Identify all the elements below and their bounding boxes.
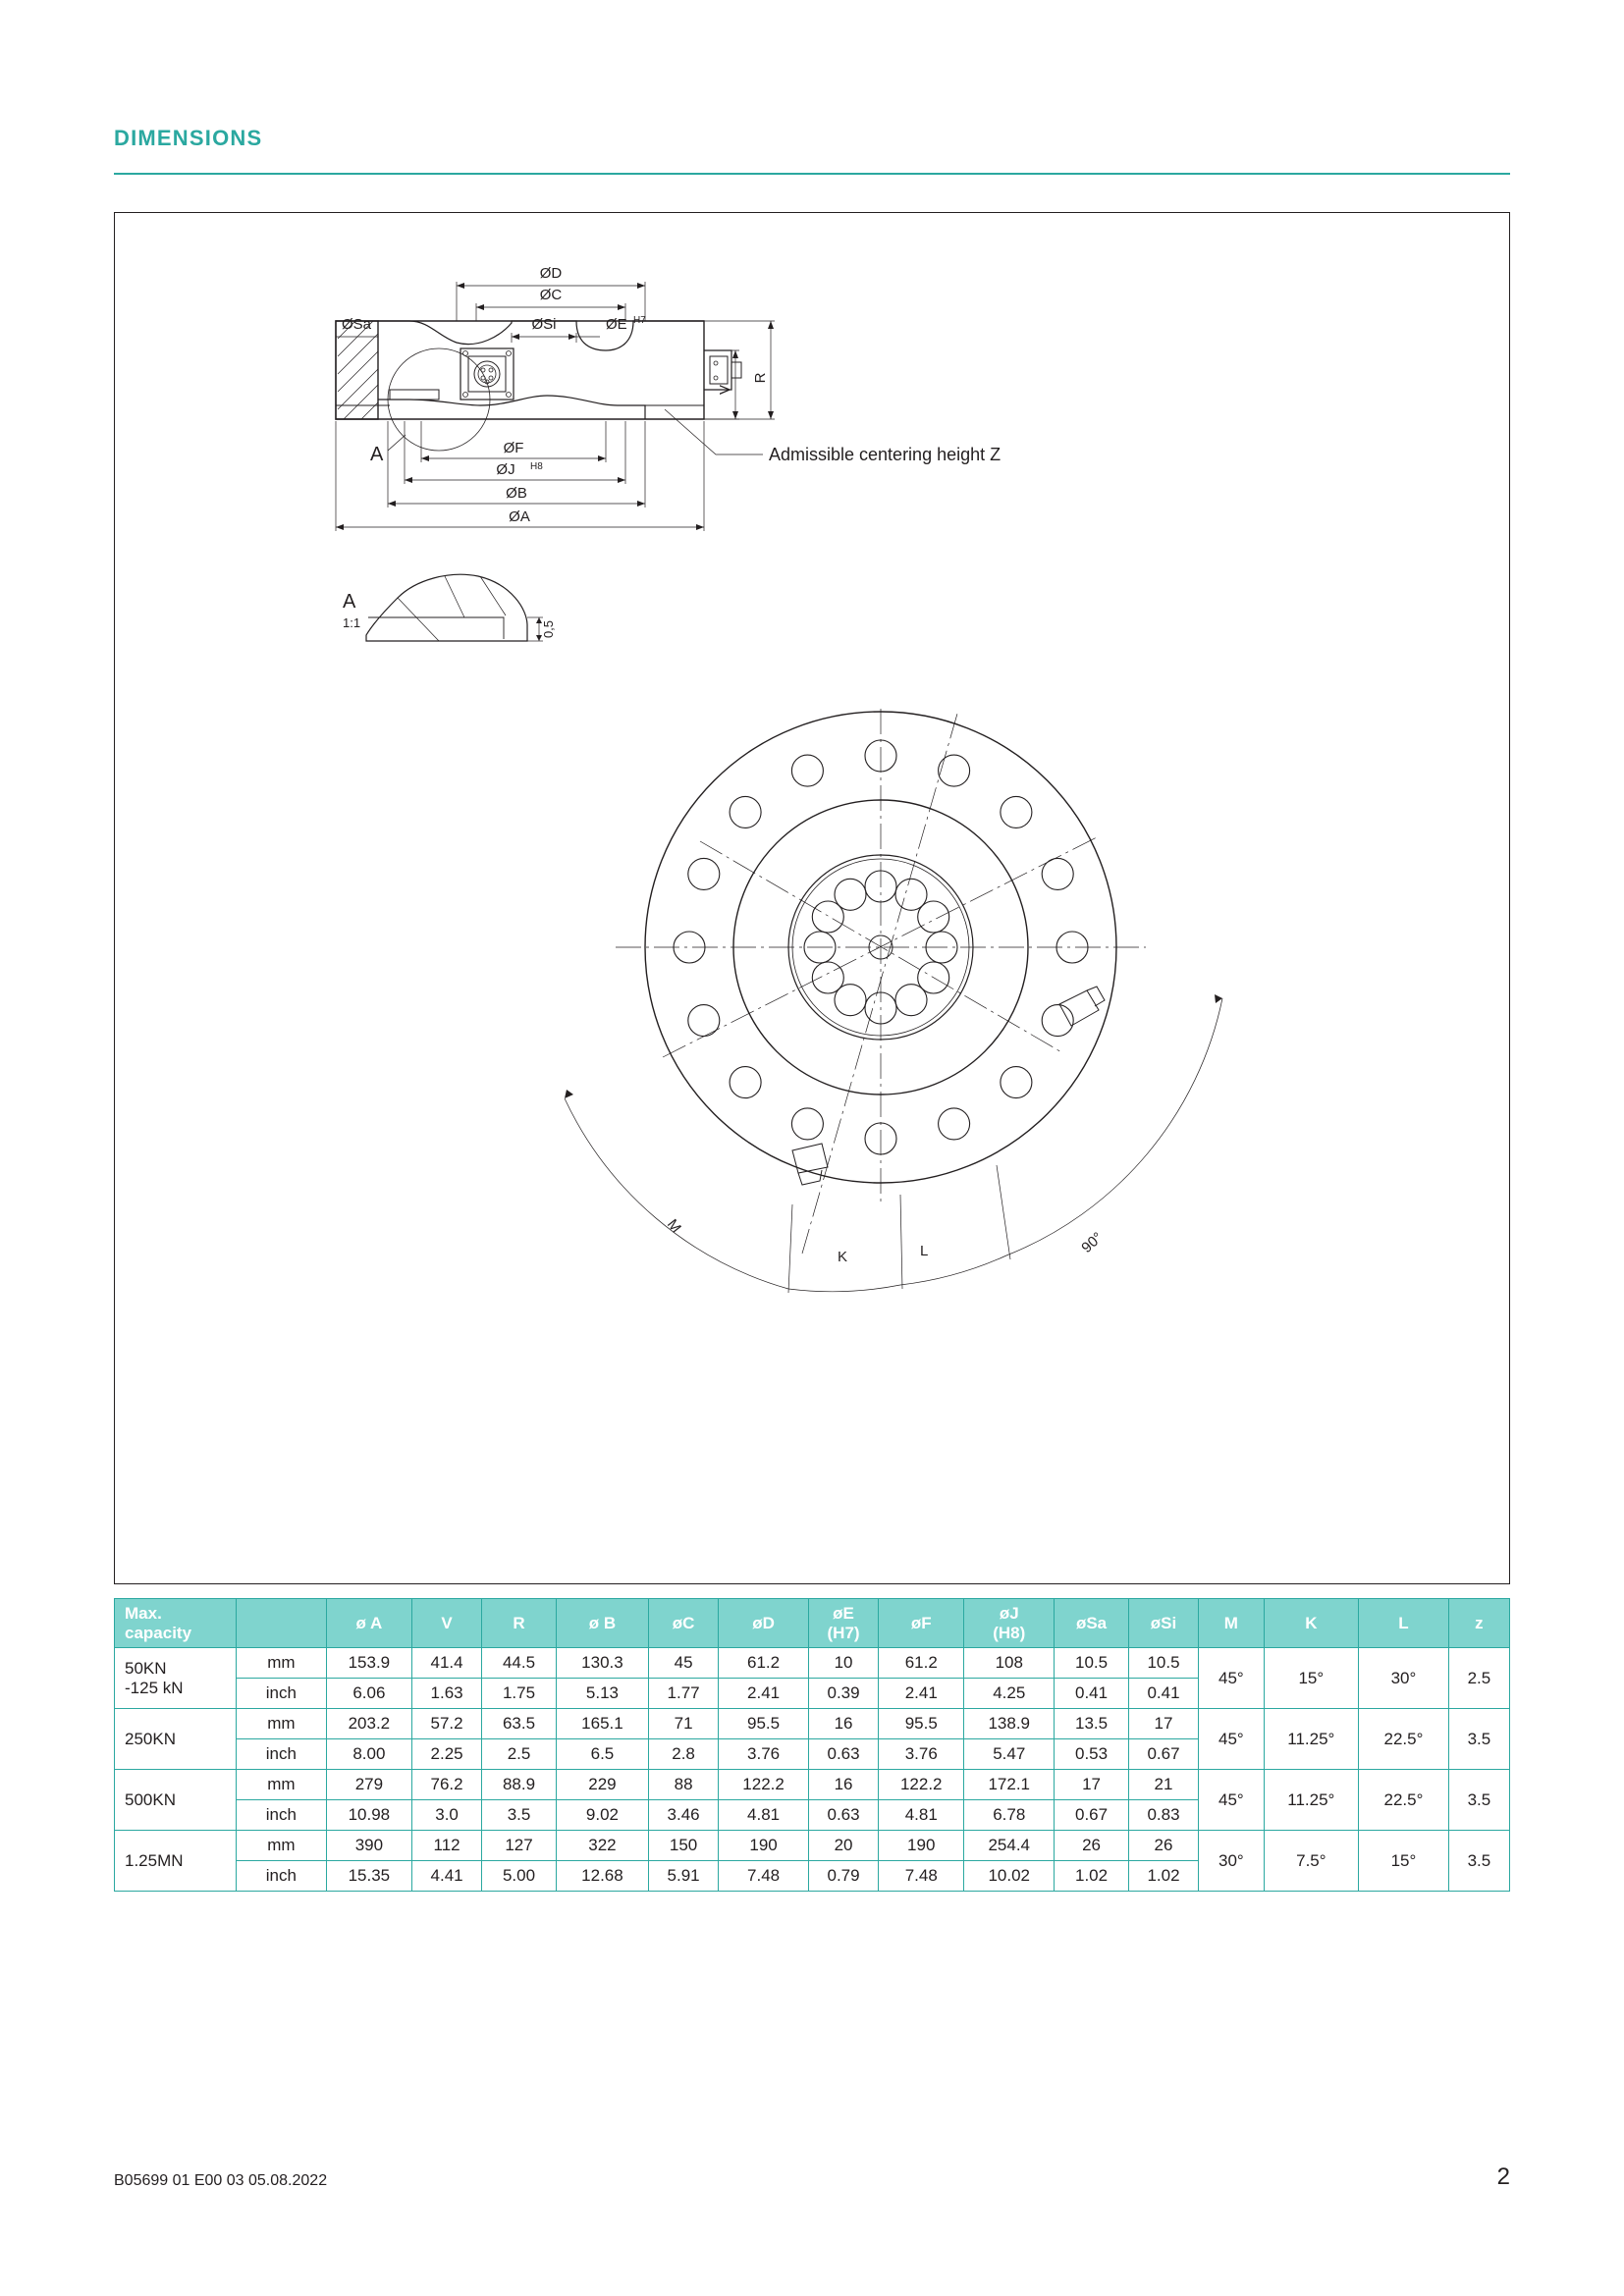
cell-dia-D: 190 [719,1831,809,1861]
cell-capacity-line1: 250KN [125,1729,176,1748]
cell-dia-Si: 10.5 [1128,1648,1198,1679]
cell-dia-Sa: 17 [1055,1770,1129,1800]
dimensions-table [114,1598,1510,1892]
column-header-unit [236,1599,326,1648]
cell-capacity [115,1770,237,1831]
cell-dia-J: 108 [964,1648,1055,1679]
cell-dia-A: 10.98 [326,1800,411,1831]
cell-K: 15° [1264,1648,1358,1709]
cell-dia-E: 20 [808,1831,878,1861]
column-header-dia-J [964,1599,1055,1648]
label-R: R [752,372,769,384]
title-divider [114,173,1510,175]
label-dia-E-tolerance: H7 [633,315,646,326]
cell-M: 45° [1199,1709,1265,1770]
table-row [115,1770,1510,1800]
cell-dia-J: 172.1 [964,1770,1055,1800]
footer-document-code: B05699 01 E00 03 05.08.2022 [114,2172,328,2189]
cell-dia-D: 95.5 [719,1709,809,1739]
cell-unit: inch [236,1739,326,1770]
cell-dia-Sa: 26 [1055,1831,1129,1861]
column-header-L: L [1359,1599,1449,1648]
table-row [115,1831,1510,1861]
cell-dia-Si: 0.41 [1128,1679,1198,1709]
column-header-dia-A: ø A [326,1599,411,1648]
cell-dia-B: 322 [556,1831,648,1861]
cell-dia-A: 15.35 [326,1861,411,1892]
cell-dia-J: 254.4 [964,1831,1055,1861]
cell-capacity [115,1709,237,1770]
cell-dia-Si: 0.67 [1128,1739,1198,1770]
cell-unit: inch [236,1679,326,1709]
cell-dia-E: 0.39 [808,1679,878,1709]
cell-dia-B: 12.68 [556,1861,648,1892]
cell-dia-Si: 21 [1128,1770,1198,1800]
cell-dia-D: 7.48 [719,1861,809,1892]
cell-V: 3.0 [411,1800,481,1831]
cell-dia-A: 390 [326,1831,411,1861]
cell-dia-Si: 26 [1128,1831,1198,1861]
cell-dia-B: 6.5 [556,1739,648,1770]
cell-dia-E: 10 [808,1648,878,1679]
cell-dia-Sa: 0.41 [1055,1679,1129,1709]
column-header-dia-E [808,1599,878,1648]
cell-dia-A: 153.9 [326,1648,411,1679]
cell-dia-A: 6.06 [326,1679,411,1709]
cell-capacity-line1: 50KN [125,1658,167,1678]
cell-dia-E: 16 [808,1770,878,1800]
cell-dia-B: 5.13 [556,1679,648,1709]
column-header-M: M [1199,1599,1265,1648]
cell-K: 7.5° [1264,1831,1358,1892]
label-angle-M: M [663,1215,684,1237]
column-header-z: z [1448,1599,1509,1648]
column-header-dia-F: øF [879,1599,964,1648]
column-header-V: V [411,1599,481,1648]
page-title: DIMENSIONS [114,126,263,150]
cell-dia-F: 7.48 [879,1861,964,1892]
cell-dia-J: 10.02 [964,1861,1055,1892]
cell-dia-D: 61.2 [719,1648,809,1679]
cell-dia-E: 0.63 [808,1739,878,1770]
cell-L: 22.5° [1359,1770,1449,1831]
cell-V: 1.63 [411,1679,481,1709]
cell-dia-D: 2.41 [719,1679,809,1709]
cell-dia-E: 0.79 [808,1861,878,1892]
cell-V: 41.4 [411,1648,481,1679]
footer-page-number: 2 [1496,2163,1510,2190]
table-row [115,1709,1510,1739]
cell-dia-C: 5.91 [649,1861,719,1892]
cell-dia-B: 9.02 [556,1800,648,1831]
cell-dia-A: 279 [326,1770,411,1800]
label-V: V [717,384,733,396]
cell-dia-F: 3.76 [879,1739,964,1770]
cell-R: 63.5 [482,1709,557,1739]
cell-unit: inch [236,1800,326,1831]
technical-drawing-frame [114,212,1510,1584]
label-dia-Si: ØSi [531,316,557,333]
label-detail-A-title: A [343,591,356,613]
cell-dia-J: 138.9 [964,1709,1055,1739]
column-header-dia-Si: øSi [1128,1599,1198,1648]
cell-dia-F: 61.2 [879,1648,964,1679]
cell-dia-Sa: 13.5 [1055,1709,1129,1739]
cell-dia-Si: 0.83 [1128,1800,1198,1831]
column-header-dia-E-line2: (H7) [827,1623,860,1642]
cell-dia-E: 0.63 [808,1800,878,1831]
column-header-capacity-line1: Max. [125,1604,162,1623]
table-body [115,1648,1510,1892]
cell-dia-E: 16 [808,1709,878,1739]
label-angle-K: K [838,1249,848,1265]
cell-dia-C: 2.8 [649,1739,719,1770]
cell-L: 30° [1359,1648,1449,1709]
label-detail-scale: 1:1 [343,615,361,630]
cell-unit: inch [236,1861,326,1892]
column-header-dia-Sa: øSa [1055,1599,1129,1648]
cell-dia-Sa: 0.67 [1055,1800,1129,1831]
cell-dia-D: 4.81 [719,1800,809,1831]
cell-dia-J: 4.25 [964,1679,1055,1709]
cell-dia-F: 190 [879,1831,964,1861]
cell-dia-J: 6.78 [964,1800,1055,1831]
cell-z: 3.5 [1448,1831,1509,1892]
cell-dia-F: 122.2 [879,1770,964,1800]
cell-dia-Si: 1.02 [1128,1861,1198,1892]
cell-dia-F: 95.5 [879,1709,964,1739]
cell-R: 88.9 [482,1770,557,1800]
label-dia-A: ØA [509,508,530,525]
label-dia-F: ØF [503,440,524,456]
table-header-row [115,1599,1510,1648]
cell-R: 1.75 [482,1679,557,1709]
cell-R: 2.5 [482,1739,557,1770]
label-dia-C: ØC [539,287,563,303]
cell-dia-C: 45 [649,1648,719,1679]
cell-dia-J: 5.47 [964,1739,1055,1770]
cell-dia-B: 130.3 [556,1648,648,1679]
cell-capacity-line1: 1.25MN [125,1850,184,1870]
label-detail-A-callout: A [370,444,384,465]
cell-M: 45° [1199,1770,1265,1831]
cell-z: 3.5 [1448,1709,1509,1770]
cell-L: 15° [1359,1831,1449,1892]
column-header-capacity [115,1599,237,1648]
cell-dia-C: 88 [649,1770,719,1800]
cell-dia-A: 8.00 [326,1739,411,1770]
cell-capacity-line1: 500KN [125,1789,176,1809]
cell-K: 11.25° [1264,1770,1358,1831]
cell-dia-C: 3.46 [649,1800,719,1831]
cell-dia-Sa: 0.53 [1055,1739,1129,1770]
cell-dia-Sa: 10.5 [1055,1648,1129,1679]
column-header-K: K [1264,1599,1358,1648]
label-dia-J-tolerance: H8 [530,461,543,472]
column-header-dia-J-line2: (H8) [993,1623,1026,1642]
label-dia-E: ØE [606,316,627,333]
cell-R: 3.5 [482,1800,557,1831]
cell-dia-D: 122.2 [719,1770,809,1800]
cell-K: 11.25° [1264,1709,1358,1770]
cell-dia-F: 4.81 [879,1800,964,1831]
label-dia-D: ØD [539,265,563,282]
table-row [115,1648,1510,1679]
cell-dia-C: 150 [649,1831,719,1861]
cell-dia-Si: 17 [1128,1709,1198,1739]
label-angle-L: L [920,1243,929,1259]
cell-capacity [115,1831,237,1892]
cell-dia-D: 3.76 [719,1739,809,1770]
label-detail-depth: 0,5 [541,619,556,639]
cell-V: 2.25 [411,1739,481,1770]
cell-dia-A: 203.2 [326,1709,411,1739]
column-header-dia-D: øD [719,1599,809,1648]
label-dia-Sa: ØSa [341,316,372,333]
cell-dia-C: 1.77 [649,1679,719,1709]
cell-z: 3.5 [1448,1770,1509,1831]
column-header-dia-C: øC [649,1599,719,1648]
cell-dia-B: 165.1 [556,1709,648,1739]
technical-drawing [115,213,1509,1583]
cell-unit: mm [236,1770,326,1800]
cell-V: 57.2 [411,1709,481,1739]
cell-M: 30° [1199,1831,1265,1892]
column-header-dia-E-line1: øE [833,1604,854,1623]
cell-capacity-line2: -125 kN [125,1678,184,1697]
cell-unit: mm [236,1709,326,1739]
column-header-R: R [482,1599,557,1648]
label-dia-B: ØB [506,485,527,502]
cell-M: 45° [1199,1648,1265,1709]
cell-L: 22.5° [1359,1709,1449,1770]
cell-dia-Sa: 1.02 [1055,1861,1129,1892]
label-angle-90: 90° [1078,1229,1107,1256]
column-header-dia-J-line1: øJ [999,1604,1019,1623]
cell-unit: mm [236,1831,326,1861]
cell-R: 127 [482,1831,557,1861]
cell-V: 112 [411,1831,481,1861]
cell-R: 5.00 [482,1861,557,1892]
label-dia-J: ØJ [496,461,515,478]
cell-dia-B: 229 [556,1770,648,1800]
note-centering-height: Admissible centering height Z [769,445,1001,464]
cell-R: 44.5 [482,1648,557,1679]
column-header-capacity-line2: capacity [125,1623,192,1642]
cell-capacity [115,1648,237,1709]
cell-z: 2.5 [1448,1648,1509,1709]
column-header-dia-B: ø B [556,1599,648,1648]
cell-V: 4.41 [411,1861,481,1892]
cell-dia-F: 2.41 [879,1679,964,1709]
table-header [115,1599,1510,1648]
cell-unit: mm [236,1648,326,1679]
cell-V: 76.2 [411,1770,481,1800]
cell-dia-C: 71 [649,1709,719,1739]
